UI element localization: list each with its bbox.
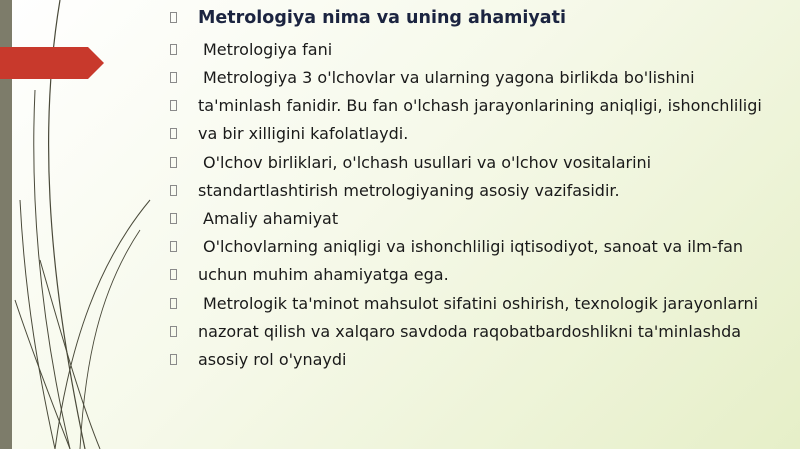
line-text: Metrologiya fani [203, 40, 333, 59]
line-5 [170, 151, 790, 177]
line-text: Metrologik ta'minot mahsulot sifatini oshirish, texnologik jarayonlarni [203, 294, 759, 313]
line-text: asosiy rol o'ynaydi [198, 350, 347, 369]
line-11 [170, 320, 790, 346]
bullet-icon [170, 157, 177, 168]
bullet-icon [170, 241, 177, 252]
line-text: Amaliy ahamiyat [203, 209, 339, 228]
line-7 [170, 207, 790, 233]
bullet-icon [170, 44, 177, 55]
line-8 [170, 235, 790, 261]
line-text: va bir xilligini kafolatlaydi. [198, 124, 409, 143]
bullet-icon [170, 269, 177, 280]
bullet-icon [170, 100, 177, 111]
bullet-icon [170, 213, 177, 224]
line-1 [170, 38, 790, 64]
line-3 [170, 94, 790, 120]
bullet-icon [170, 72, 177, 83]
line-text: O'lchovlarning aniqligi va ishonchliligi iqtisodiyot, sanoat va ilm-fan [203, 237, 744, 256]
line-text: Metrologiya 3 o'lchovlar va ularning yagona birlikda bo'lishini [203, 68, 695, 87]
bullet-icon [170, 326, 177, 337]
bullet-icon [170, 298, 177, 309]
bullet-icon [170, 185, 177, 196]
line-2 [170, 66, 790, 92]
bullet-icon [170, 12, 177, 23]
line-text: nazorat qilish va xalqaro savdoda raqobatbardoshlikni ta'minlashda [198, 322, 742, 341]
slide-title: Metrologiya nima va uning ahamiyati [198, 8, 566, 28]
line-text: uchun muhim ahamiyatga ega. [198, 265, 449, 284]
bullet-icon [170, 354, 177, 365]
line-text: O'lchov birliklari, o'lchash usullari va o'lchov vositalarini [203, 153, 652, 172]
line-12 [170, 348, 790, 374]
line-text: ta'minlash fanidir. Bu fan o'lchash jarayonlarining aniqligi, ishonchliligi [198, 96, 762, 115]
line-10 [170, 292, 790, 318]
bullet-icon [170, 128, 177, 139]
title-row [170, 6, 790, 32]
accent-arrow-tab [0, 47, 106, 79]
line-6 [170, 179, 790, 205]
line-text: standartlashtirish metrologiyaning asosiy vazifasidir. [198, 181, 620, 200]
line-4 [170, 122, 790, 148]
line-9 [170, 263, 790, 289]
